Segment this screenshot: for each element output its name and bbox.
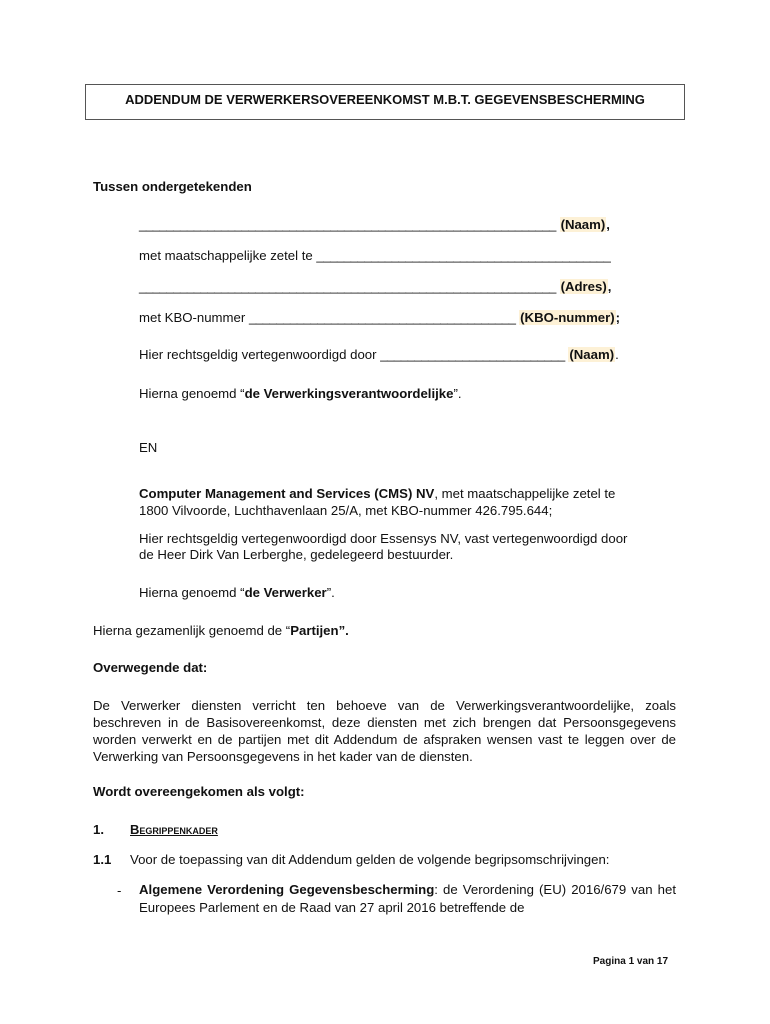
rep-placeholder-label: (Naam) [569, 347, 615, 362]
seat-blank: ___________________________________________ [316, 248, 611, 263]
party1-address-line [139, 279, 611, 294]
jointly-suffix: ”. [338, 623, 349, 638]
definition-bullet: - [117, 883, 122, 898]
name-blank: _____________________________________________________________ [139, 217, 556, 232]
seat-text: met maatschappelijke zetel te [139, 248, 313, 263]
party2-rep-line2: de Heer Dirk Van Lerberghe, gedelegeerd bestuurder. [139, 547, 454, 562]
party2-called-line [139, 585, 335, 600]
kbo-suffix: ; [615, 310, 621, 325]
party2-representative [139, 531, 679, 563]
called-name: de Verwerker [244, 585, 327, 600]
page-number: Pagina 1 van 17 [593, 956, 669, 967]
name-placeholder-label: (Naam) [560, 217, 606, 232]
party1-representative-line [139, 347, 619, 362]
rep-text: Hier rechtsgeldig vertegenwoordigd door [139, 347, 377, 362]
kbo-blank: _______________________________________ [248, 310, 516, 325]
kbo-text: met KBO-nummer [139, 310, 246, 325]
between-heading: Tussen ondergetekenden [93, 179, 252, 194]
party2-seat-line2: 1800 Vilvoorde, Luchthavenlaan 25/A, met KBO-nummer 426.795.644; [139, 503, 553, 518]
considering-paragraph: De Verwerker diensten verricht ten behoeve van de Verwerkingsverantwoordelijke, zoals beschreven in de Basisovereenkomst, deze diensten met zich brengen dat Persoonsgegevens worden verwerkt en de partijen met dit Addendum de afspraken wensen vast te leggen over de Verwerking van Persoonsgegevens in het kader van de diensten. [93, 698, 676, 764]
agreed-heading: Wordt overeengekomen als volgt: [93, 784, 305, 799]
definition-text: : de Verordening (EU) 2016/679 van het Europees Parlement en de Raad van 27 april 2016 betreffende de [139, 882, 676, 915]
party2-identity [139, 485, 679, 519]
section1-number: 1. [93, 822, 104, 837]
and-separator: EN [139, 440, 158, 455]
clause-1-1-number: 1.1 [93, 852, 112, 867]
considering-heading: Overwegende dat: [93, 660, 208, 675]
jointly-prefix: Hierna gezamenlijk genoemd de “ [93, 623, 291, 638]
party1-seat-line [139, 248, 610, 263]
party2-rep-line1: Hier rechtsgeldig vertegenwoordigd door Essensys NV, vast vertegenwoordigd door [139, 531, 628, 546]
address-placeholder-label: (Adres) [560, 279, 607, 294]
address-blank: _____________________________________________________________ [139, 279, 556, 294]
document-title-text: ADDENDUM DE VERWERKERSOVEREENKOMST M.B.T. GEGEVENSBESCHERMING [125, 92, 645, 107]
called-name: de Verwerkingsverantwoordelijke [244, 386, 454, 401]
called-prefix: Hierna genoemd “ [139, 585, 245, 600]
party1-kbo-line [139, 310, 620, 325]
jointly-name: Partijen [290, 623, 339, 638]
name-suffix: , [606, 217, 610, 232]
clause-1-1-text: Voor de toepassing van dit Addendum gelden de volgende begripsomschrijvingen: [130, 852, 610, 867]
rep-blank: ___________________________ [380, 347, 565, 362]
section1-title: Begrippenkader [130, 822, 218, 837]
called-suffix: ”. [453, 386, 462, 401]
rep-suffix: . [615, 347, 619, 362]
party1-name-line [139, 217, 610, 232]
kbo-placeholder-label: (KBO-nummer) [520, 310, 615, 325]
jointly-line [93, 623, 349, 638]
called-prefix: Hierna genoemd “ [139, 386, 245, 401]
called-suffix: ”. [326, 585, 335, 600]
party2-seat-line1: , met maatschappelijke zetel te [434, 486, 616, 501]
definition-term: Algemene Verordening Gegevensbescherming [139, 882, 435, 897]
party2-company: Computer Management and Services (CMS) NV [139, 486, 435, 501]
definition-item [139, 881, 676, 917]
party1-called-line [139, 386, 462, 401]
address-suffix: , [607, 279, 612, 294]
document-title [85, 84, 685, 120]
